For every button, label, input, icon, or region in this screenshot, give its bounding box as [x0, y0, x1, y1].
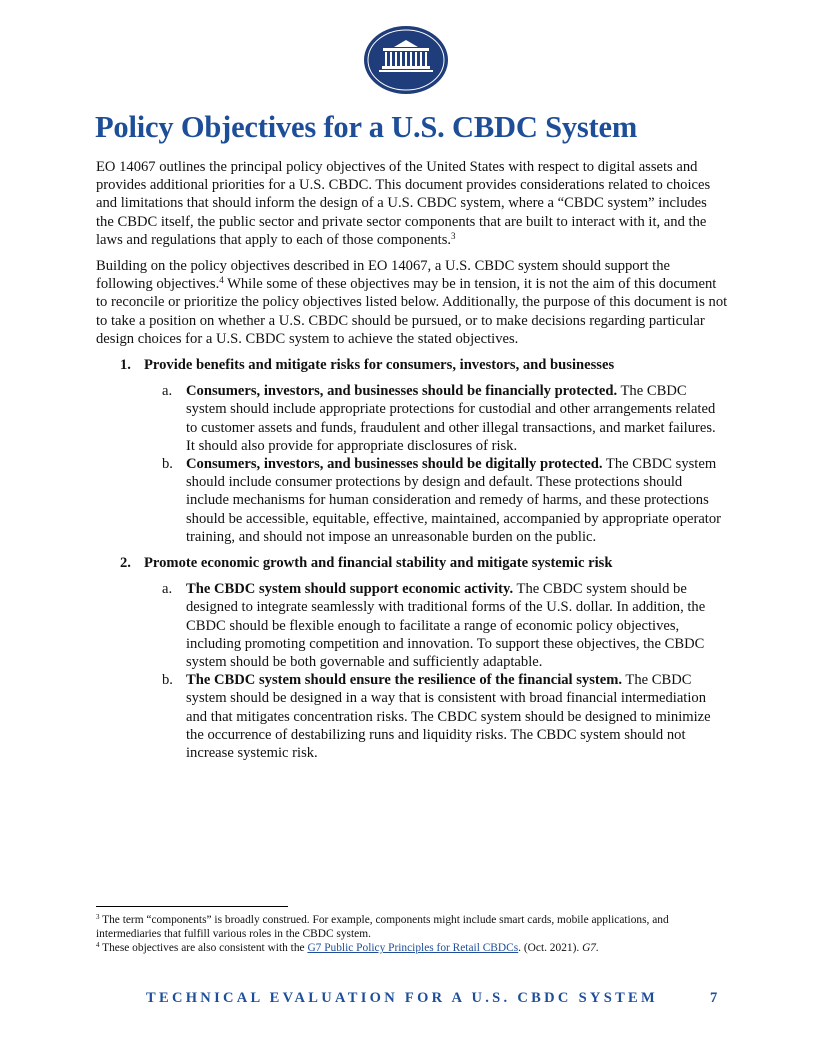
- footnote-divider: [96, 906, 288, 907]
- section-2-items: [96, 580, 728, 762]
- list-item: b. The CBDC system should ensure the resilience of the financial system. The CBDC system should be designed in a way that is consistent with broad financial intermediation and that mitigates concentration risks. The CBDC system should be designed to minimize the occurrence of destabilizing runs and liquidity risks. The CBDC system should not increase systemic risk.: [162, 672, 711, 762]
- footnote-4: $^4$ These objectives are also consistent with the G7 Public Policy Principles for Retail CBDCs. (Oct. 2021). G7.: [96, 941, 599, 954]
- g7-principles-link[interactable]: G7 Public Policy Principles for Retail CBDCs: [307, 942, 519, 954]
- list-item: b. Consumers, investors, and businesses should be digitally protected. The CBDC system should include consumer protections by design and default. These protections should include mechanisms for human consideration and remedy of harms, and these protections should be accessible, equitable, effective, maintained, accompanied by appropriate operator training, and should not impose an unreasonable burden on the public.: [162, 456, 722, 545]
- list-item: a. Consumers, investors, and businesses should be financially protected. The CBDC system should include appropriate protections for custodial and other arrangements related to customer assets and funds, fraudulent and other illegal transactions, and market failures. It should also provide for appropriate disclosures of risk.: [162, 383, 716, 454]
- running-footer: TECHNICAL EVALUATION FOR A U.S. CBDC SYSTEM: [146, 990, 658, 1006]
- footnote-ref-3[interactable]: 3: [451, 230, 456, 241]
- white-house-seal-icon: [363, 25, 449, 95]
- document-body: [96, 158, 728, 770]
- list-item: a. The CBDC system should support economic activity. The CBDC system should be designed to integrate seamlessly with traditional forms of the U.S. dollar. In addition, the CBDC should be flexible enough to facilitate a range of economic policy objectives, including promoting competition and innovation. To support these objectives, the CBDC system should be both governable and sufficiently adaptable.: [162, 581, 706, 671]
- intro-paragraph-1: EO 14067 outlines the principal policy objectives of the United States with respect to digital assets and provides additional priorities for a U.S. CBDC. This document provides considerations related to choices and limitations that should inform the design of a U.S. CBDC system, where a “CBDC system” includes the CBDC itself, the public sector and private sector components that are built to interact with it, and the laws and regulations that apply to each of those components.$^3$: [96, 159, 711, 248]
- section-heading-1: 1. Provide benefits and mitigate risks for consumers, investors, and businesses: [120, 357, 615, 374]
- intro-paragraph-2: Building on the policy objectives described in EO 14067, a U.S. CBDC system should support the following objectives.$^4$ While some of these objectives may be in tension, it is not the aim of this document to reconcile or prioritize the policy objectives listed below. Additionally, the purpose of this document is not to take a position on whether a U.S. CBDC should be pursued, or to make decisions regarding particular design choices for a U.S. CBDC system to achieve the stated objectives.: [96, 258, 728, 347]
- footnote-ref-4[interactable]: 4: [219, 275, 224, 286]
- section-heading-2: 2. Promote economic growth and financial stability and mitigate systemic risk: [120, 555, 613, 572]
- section-1-items: [96, 382, 728, 546]
- footnote-3: $^3$ The term “components” is broadly construed. For example, components might include smart cards, mobile applications, and intermediaries that fulfill various roles in the CBDC system.: [96, 913, 669, 940]
- page-title: Policy Objectives for a U.S. CBDC System: [95, 110, 638, 144]
- page-number: 7: [710, 990, 718, 1006]
